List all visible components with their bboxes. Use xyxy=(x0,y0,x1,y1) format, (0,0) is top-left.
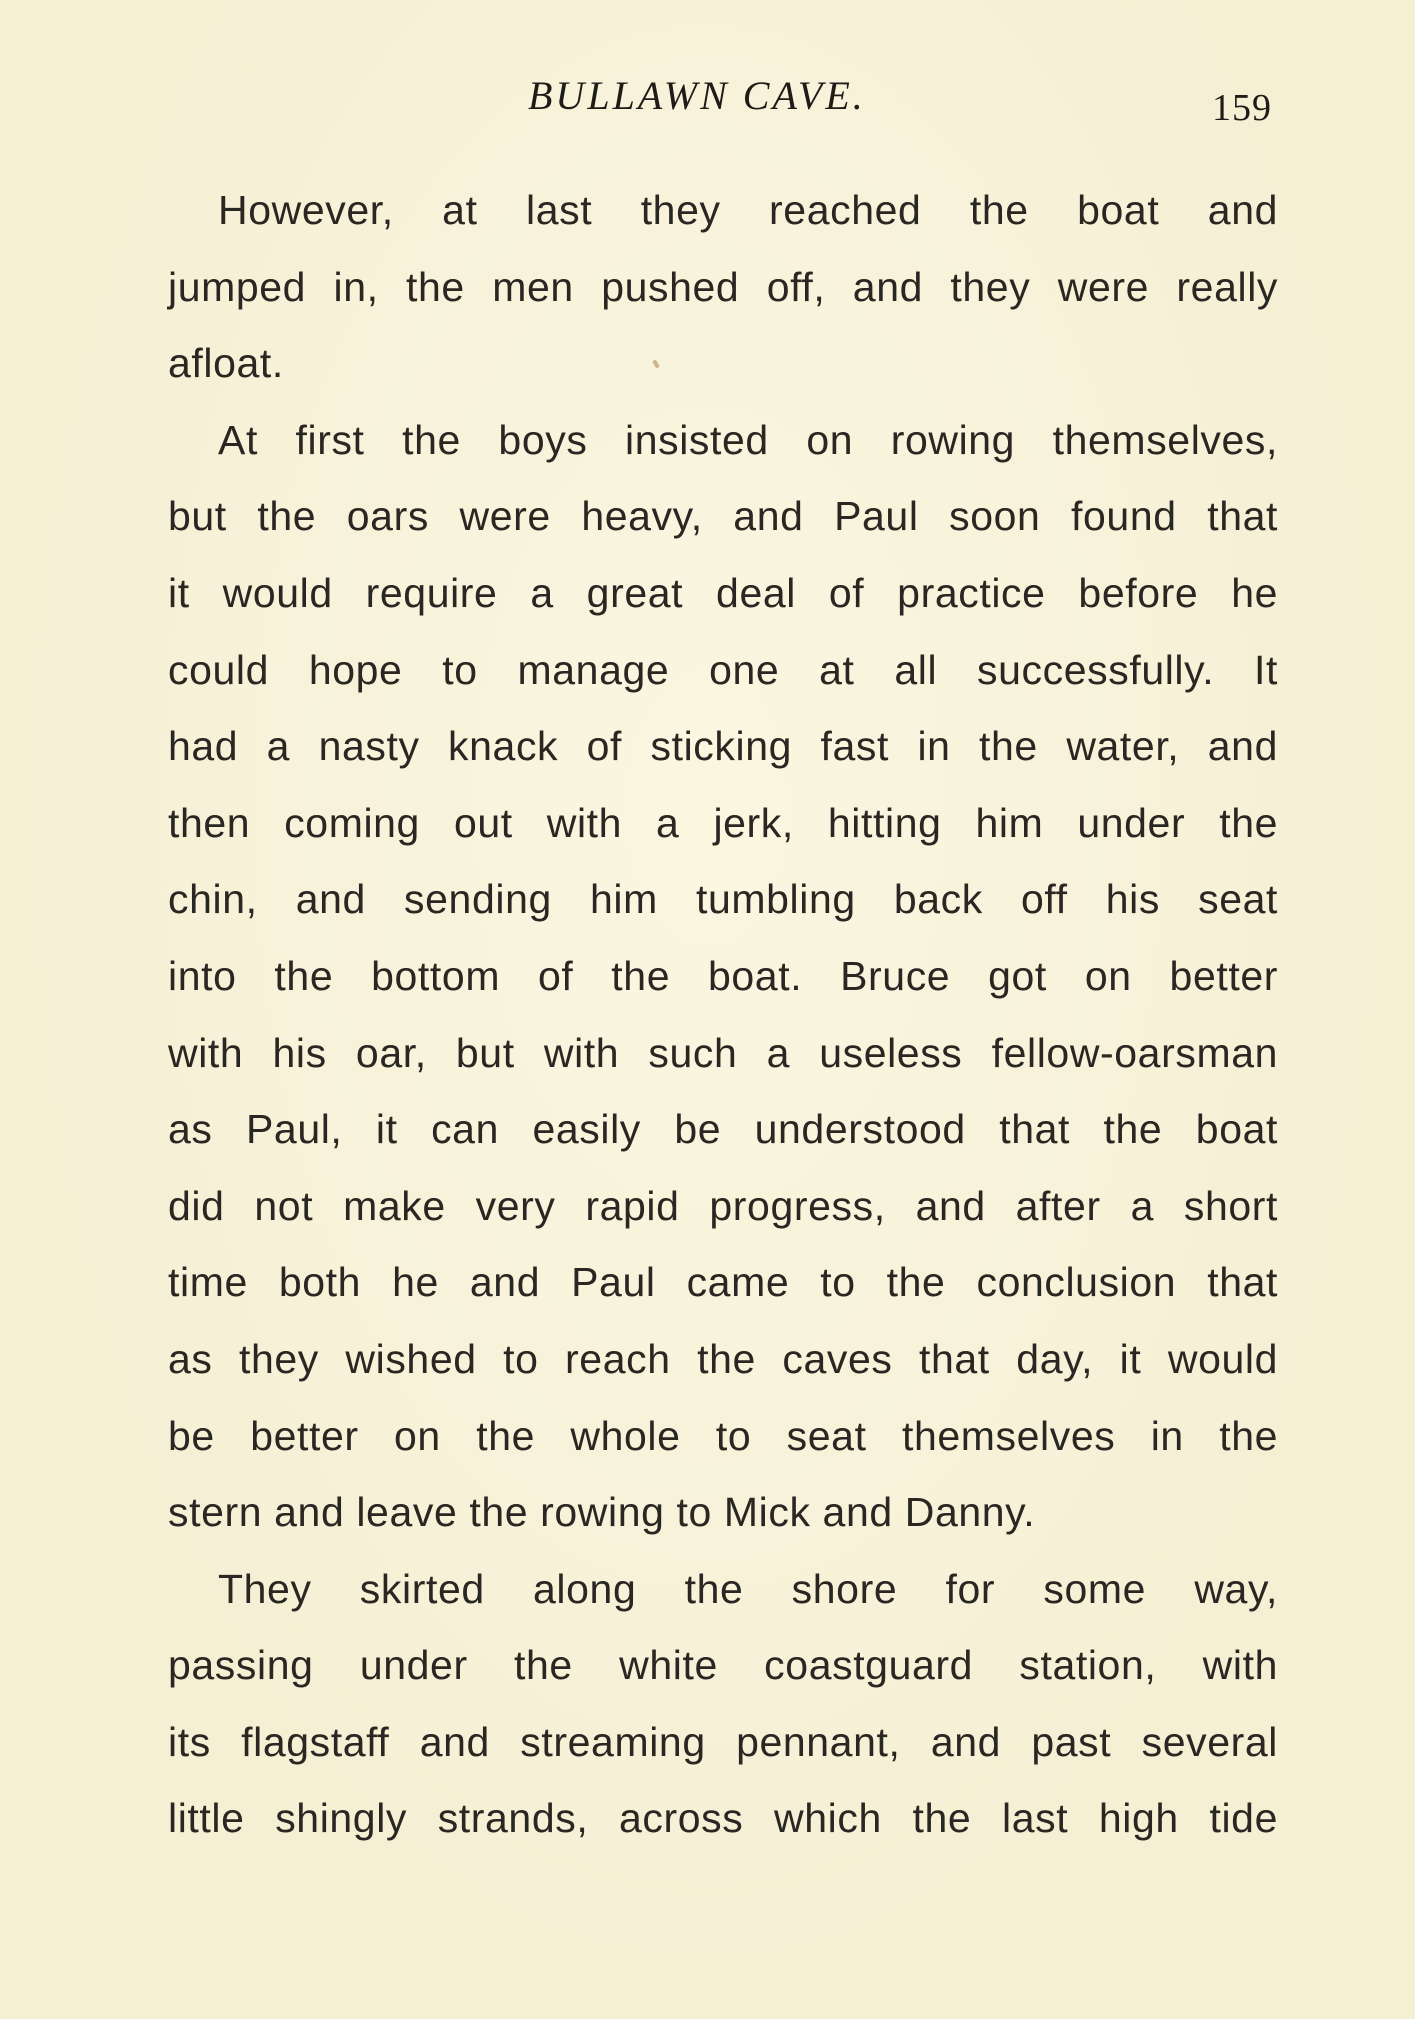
text-line: it would require a great deal of practice before he xyxy=(168,569,1278,616)
text-line: time both he and Paul came to the conclusion that xyxy=(168,1259,1278,1306)
text-line: They skirted along the shore for some way, xyxy=(218,1565,1278,1612)
page-number: 159 xyxy=(1212,87,1272,129)
text-line: as Paul, it can easily be understood that the boat xyxy=(168,1106,1278,1153)
running-head xyxy=(0,72,1415,132)
text-line: with his oar, but with such a useless fellow-oarsman xyxy=(168,1029,1278,1076)
text-line: jumped in, the men pushed off, and they were really xyxy=(168,263,1278,310)
text-line: little shingly strands, across which the last high tide xyxy=(168,1795,1278,1842)
text-line: then coming out with a jerk, hitting him under the xyxy=(168,799,1278,846)
text-line: did not make very rapid progress, and after a short xyxy=(168,1182,1278,1229)
running-head-title: BULLAWN CAVE. xyxy=(528,73,866,118)
text-line: be better on the whole to seat themselves in the xyxy=(168,1412,1278,1459)
text-line: had a nasty knack of sticking fast in the water, and xyxy=(168,723,1278,770)
text-line: as they wished to reach the caves that day, it would xyxy=(168,1335,1278,1382)
text-line: its flagstaff and streaming pennant, and past several xyxy=(168,1718,1278,1765)
text-line: afloat. xyxy=(168,340,284,387)
text-line: stern and leave the rowing to Mick and Danny. xyxy=(168,1489,1036,1536)
text-line: passing under the white coastguard station, with xyxy=(168,1642,1278,1689)
text-line: chin, and sending him tumbling back off his seat xyxy=(168,876,1278,923)
text-line: but the oars were heavy, and Paul soon found that xyxy=(168,493,1278,540)
body-text xyxy=(168,180,1278,1865)
text-line: into the bottom of the boat. Bruce got on better xyxy=(168,952,1278,999)
text-line: However, at last they reached the boat and xyxy=(218,187,1278,233)
text-line: could hope to manage one at all successfully. It xyxy=(168,646,1278,693)
text-line: At first the boys insisted on rowing themselves, xyxy=(218,416,1278,463)
